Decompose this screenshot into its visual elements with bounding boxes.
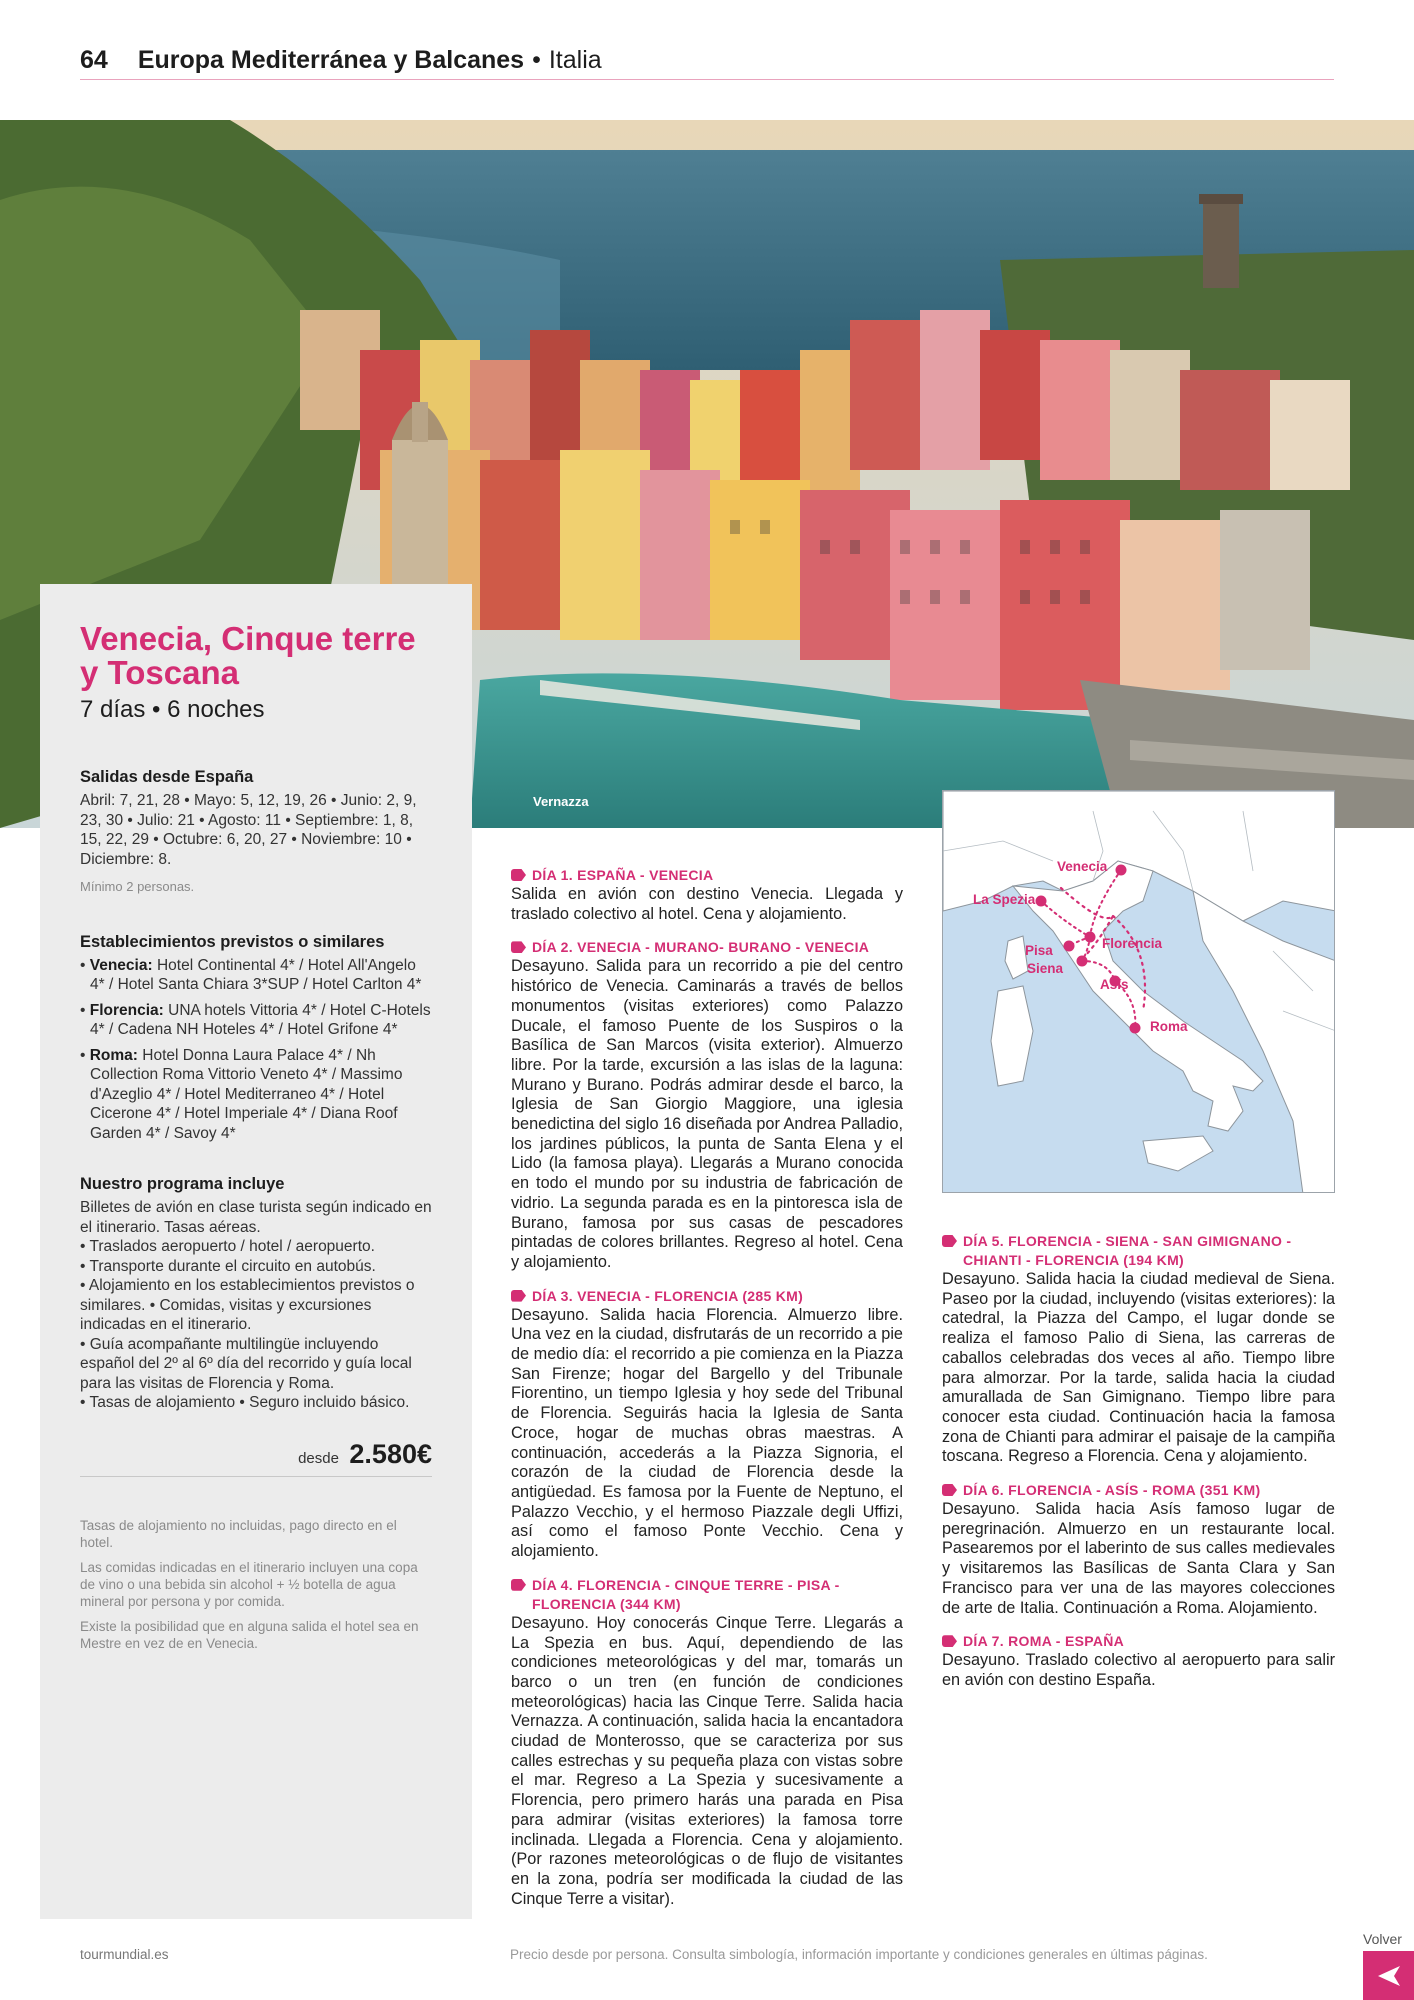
back-button[interactable]: [1363, 1951, 1414, 2000]
hotel-item-roma: • Roma: Hotel Donna Laura Palace 4* / Nh Collection Roma Vittorio Veneto 4* / Massimo d'Azeglio 4* / Hotel Mediterraneo 4* / Hotel Cicerone 4* / Hotel Imperiale 4* / Diana Roof Garden 4* / Savoy 4*: [80, 1046, 403, 1142]
section-title: Europa Mediterránea y Balcanes: [137, 46, 525, 74]
day-text: Desayuno. Salida hacia la ciudad medieval de Siena. Paseo por la ciudad, incluyendo (visitas exteriores): la catedral, la Piazza del Campo, el lugar donde se realiza el famoso Palio di Siena, las carreras de caballos celebradas dos veces al año. Tiempo libre para almorzar. Por la tarde, salida hacia la ciudad amurallada de San Gimignano. Tiempo libre para conocer esta ciudad. Continuación hacia la famosa zona de Chianti para admirar el paisaje de la campiña toscana. Regreso a Florencia. Cena y alojamiento.: [942, 1270, 1335, 1466]
footer-disclaimer: Precio desde por persona. Consulta simbología, información importante y condiciones generales en últimas páginas.: [510, 1947, 1208, 1962]
price-block: [80, 1439, 432, 1477]
day-marker-icon: [511, 869, 526, 881]
day-marker-icon: [942, 1635, 957, 1647]
trip-title: Venecia, Cinque terre y Toscana: [80, 620, 416, 691]
day-text: Desayuno. Traslado colectivo al aeropuerto para salir en avión con destino España.: [942, 1651, 1335, 1689]
day-text: Desayuno. Salida hacia Florencia. Almuerzo libre. Una vez en la ciudad, disfrutarás de un recorrido a pie de medio día: el recorrido a pie comienza en la Piazza San Firenze; hogar del Bargello y del Tribunale Fiorentino, un tiempo Iglesia y hoy sede del Tribunal de Florencia. Seguirás hacia la Iglesia de Santa Croce, hogar de muchas obras maestras. A continuación, accederás a la Piazza Signoria, el corazón de la ciudad de Florencia desde la antigüedad. Es famosa por la Fuente de Neptuno, el Palazzo Vecchio, y el hermoso Piazzale degli Uffizi, así como el famoso Ponte Vecchio. Cena y alojamiento.: [511, 1305, 903, 1561]
header-separator: •: [532, 46, 541, 74]
hotel-city: Roma:: [89, 1046, 138, 1064]
hotels-heading: Establecimientos previstos o similares: [80, 932, 385, 951]
photo-caption: Vernazza: [533, 794, 589, 809]
departures-heading: Salidas desde España: [80, 768, 254, 786]
day-text: Salida en avión con destino Venecia. Llegada y traslado colectivo al hotel. Cena y alojamiento.: [511, 885, 903, 923]
day-marker-icon: [511, 1579, 526, 1591]
hotel-city: Venecia:: [89, 956, 153, 974]
hotel-item-florencia: • Florencia: UNA hotels Vittoria 4* / Hotel C-Hotels 4* / Cadena NH Hoteles 4* / Hotel Grifone 4*: [80, 1001, 431, 1038]
map-label-roma: Roma: [1150, 1019, 1188, 1034]
day-marker-icon: [511, 1290, 526, 1302]
departures-dates: Abril: 7, 21, 28 • Mayo: 5, 12, 19, 26 • Junio: 2, 9, 23, 30 • Julio: 21 • Agosto: 11 • Septiembre: 1, 8, 15, 22, 29 • Octubre: 6, 20, 27 • Noviembre: 10 • Diciembre: 8.: [80, 792, 417, 868]
hotels-block: [80, 933, 432, 1144]
hotel-item-venecia: • Venecia: Hotel Continental 4* / Hotel All'Angelo 4* / Hotel Santa Chiara 3*SUP / Hotel Carlton 4*: [80, 956, 422, 993]
trip-duration: 7 días • 6 noches: [80, 696, 265, 723]
includes-line: • Tasas de alojamiento • Seguro incluido básico.: [80, 1394, 410, 1411]
hotel-city: Florencia:: [89, 1001, 164, 1019]
subsection-title: Italia: [548, 46, 602, 74]
page-number: 64: [80, 46, 108, 74]
route-map: [942, 790, 1335, 1193]
page-header: [80, 46, 1334, 80]
map-label-la-spezia: La Spezia: [973, 892, 1036, 907]
price-amount: 2.580€: [349, 1438, 432, 1469]
day-title: DÍA 5. FLORENCIA - SIENA - SAN GIMIGNANO - CHIANTI - FLORENCIA (194 KM): [942, 1232, 1335, 1270]
day-marker-icon: [942, 1484, 957, 1496]
day-title: DÍA 7. ROMA - ESPAÑA: [942, 1632, 1335, 1651]
footer-site: tourmundial.es: [80, 1947, 169, 1962]
day-text: Desayuno. Salida para un recorrido a pie del centro histórico de Venecia. Caminarás a través de bellos monumentos (visitas exteriores) como Palazzo Ducale, el famoso Puente de los Suspiros o la Basílica de San Marcos (visita exterior). Almuerzo libre. Por la tarde, excursión a las islas de la laguna: Murano y Burano. Podrás admirar desde el barco, la Iglesia de San Giorgio Maggiore, una iglesia benedictina del siglo 16 diseñada por Andrea Palladio, los jardines públicos, la punta de Santa Elena y el Lido (la famosa playa). Llegarás a Murano conocida en todo el mundo por su industria de fabricación de vidrio. La segunda parada es en la pintoresca isla de Burano, famosa por sus casas de pescadores pintadas de colores brillantes. Regreso al hotel. Cena y alojamiento.: [511, 957, 903, 1271]
itinerary-column-2: [942, 1232, 1335, 1705]
itinerary-column-1: [511, 866, 903, 1923]
hotel-names: Hotel Continental 4* / Hotel All'Angelo 4* / Hotel Santa Chiara 3*SUP / Hotel Carlton 4*: [90, 956, 422, 993]
marker-pisa: [1064, 941, 1075, 952]
departures-block: [80, 768, 432, 897]
back-label: Volver: [1363, 1931, 1402, 1947]
notes-block: [80, 1517, 432, 1652]
day-title: DÍA 2. VENECIA - MURANO- BURANO - VENECIA: [511, 938, 903, 957]
includes-line: • Guía acompañante multilingüe incluyendo español del 2º al 6º día del recorrido y guía local para las visitas de Florencia y Roma.: [80, 1335, 412, 1392]
back-arrow-icon: [1376, 1964, 1402, 1988]
note: Existe la posibilidad que en alguna salida el hotel sea en Mestre en vez de en Venecia.: [80, 1618, 419, 1651]
minimum-persons: Mínimo 2 personas.: [80, 879, 195, 894]
includes-line: Billetes de avión en clase turista según indicado en el itinerario. Tasas aéreas.: [80, 1199, 432, 1236]
map-label-pisa: Pisa: [1025, 943, 1053, 958]
day-marker-icon: [511, 941, 526, 953]
includes-line: • Traslados aeropuerto / hotel / aeropuerto.: [80, 1238, 375, 1255]
note: Las comidas indicadas en el itinerario incluyen una copa de vino o una bebida sin alcohol + ½ botella de agua mineral por persona y por comida.: [80, 1559, 418, 1609]
day-title: DÍA 3. VENECIA - FLORENCIA (285 KM): [511, 1287, 903, 1306]
day-title: DÍA 4. FLORENCIA - CINQUE TERRE - PISA - FLORENCIA (344 KM): [511, 1576, 903, 1614]
day-title: DÍA 6. FLORENCIA - ASÍS - ROMA (351 KM): [942, 1481, 1335, 1500]
day-text: Desayuno. Hoy conocerás Cinque Terre. Llegarás a La Spezia en bus. Aquí, dependiendo de las condiciones meteorológicas y del mar, tomarás un barco o un tren (en función de condiciones meteorológicas) hacia las Cinque Terre. Salida hacia Vernazza. A continuación, salida hacia la encantadora ciudad de Monterosso, que se caracteriza por sus calles estrechas y su pequeña plaza con vistas sobre el mar. Regreso a La Spezia y sucesivamente a Florencia, pero primero harás una parada en Pisa para admirar (visitas exteriores) la famosa torre inclinada. Llegada a Florencia. Cena y alojamiento. (Por razones meteorológicas o de flujo de visitantes en la zona, podría ser modificada la ciudad de las Cinque Terre a visitar).: [511, 1613, 903, 1908]
includes-heading: Nuestro programa incluye: [80, 1175, 285, 1193]
hotels-list: [80, 956, 432, 1144]
map-label-asis: Asís: [1100, 977, 1129, 992]
hotel-names: UNA hotels Vittoria 4* / Hotel C-Hotels 4* / Cadena NH Hoteles 4* / Hotel Grifone 4*: [90, 1001, 431, 1038]
map-label-venecia: Venecia: [1057, 859, 1108, 874]
italy-map-illustration: [943, 791, 1335, 1193]
map-label-florencia: Florencia: [1102, 936, 1163, 951]
trip-sidebar: [40, 584, 472, 1919]
map-label-siena: Siena: [1027, 961, 1064, 976]
includes-line: • Alojamiento en los establecimientos previstos o similares. • Comidas, visitas y excursiones indicadas en el itinerario.: [80, 1277, 415, 1333]
day-text: Desayuno. Salida hacia Asís famoso lugar de peregrinación. Almuerzo en un restaurante local. Pasearemos por el laberinto de sus calles medievales y visitaremos las Basílicas de Santa Clara y San Francisco para ver una de las mayores colecciones de arte de Italia. Continuación a Roma. Alojamiento.: [942, 1500, 1335, 1617]
note: Tasas de alojamiento no incluidas, pago directo en el hotel.: [80, 1517, 397, 1550]
day-marker-icon: [942, 1235, 957, 1247]
includes-line: • Transporte durante el circuito en autobús.: [80, 1257, 376, 1275]
day-title: DÍA 1. ESPAÑA - VENECIA: [511, 866, 903, 885]
price-prefix: desde: [298, 1449, 339, 1467]
hotel-names: Hotel Donna Laura Palace 4* / Nh Collection Roma Vittorio Veneto 4* / Massimo d'Azeglio 4* / Hotel Mediterraneo 4* / Hotel Cicerone 4* / Hotel Imperiale 4* / Diana Roof Garden 4* / Savoy 4*: [90, 1046, 403, 1142]
includes-block: [80, 1175, 432, 1413]
